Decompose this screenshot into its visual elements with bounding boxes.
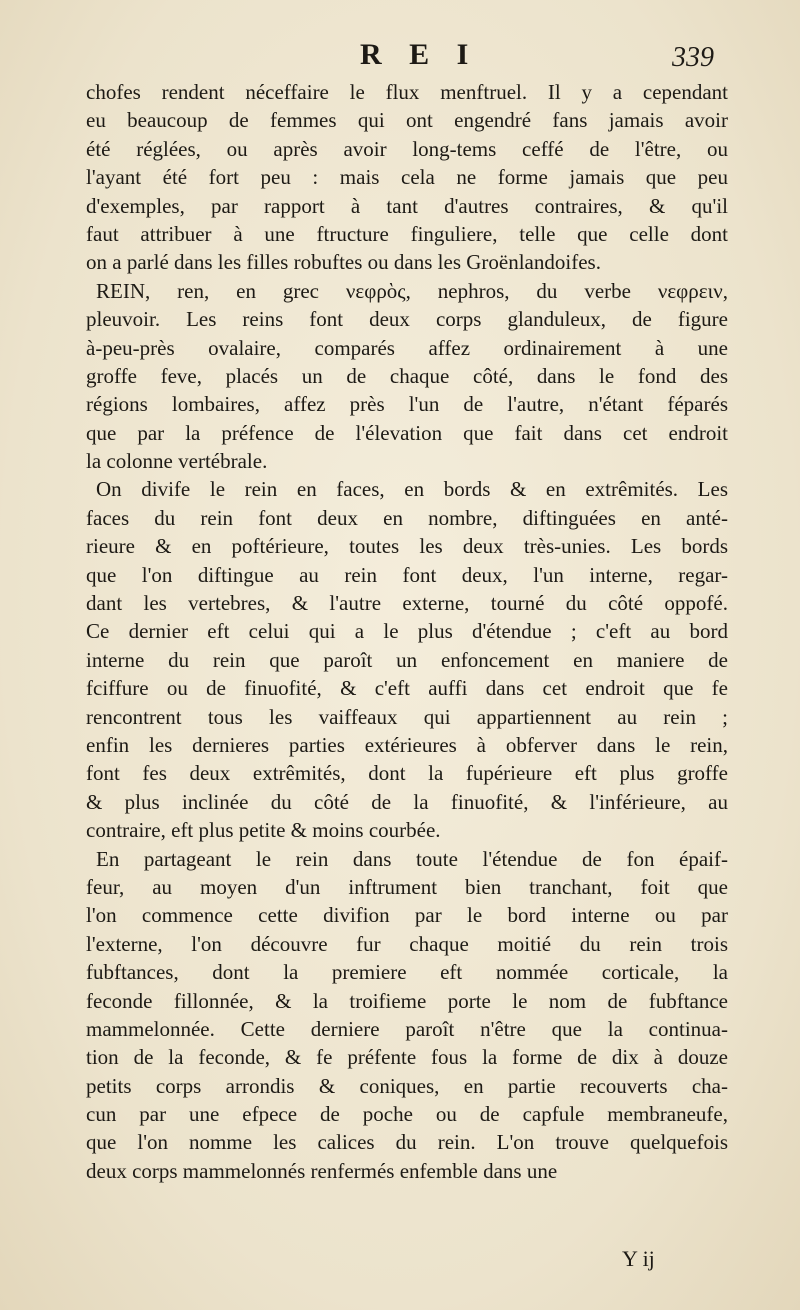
text-line: rencontrent tous les vaiffeaux qui appartiennent au rein ; <box>86 704 728 729</box>
text-line: fubftances, dont la premiere eft nommée corticale, la <box>86 960 728 985</box>
text-line: cun par une efpece de poche ou de capfule membraneufe, <box>86 1102 728 1127</box>
text-line: On divife le rein en faces, en bords & en extrêmités. Les <box>96 477 728 502</box>
text-line: font fes deux extrêmités, dont la fupérieure eft plus groffe <box>86 761 728 786</box>
body-text <box>86 78 728 1185</box>
text-line: eu beaucoup de femmes qui ont engendré fans jamais avoir <box>86 108 728 133</box>
text-line: petits corps arrondis & coniques, en partie recouverts cha- <box>86 1073 728 1098</box>
text-line: Ce dernier eft celui qui a le plus d'étendue ; c'eft au bord <box>86 619 728 644</box>
text-line: l'ayant été fort peu : mais cela ne forme jamais que peu <box>86 165 728 190</box>
text-line: tion de la feconde, & fe préfente fous la forme de dix à douze <box>86 1045 728 1070</box>
text-line: contraire, eft plus petite & moins courbée. <box>86 818 441 843</box>
text-line: d'exemples, par rapport à tant d'autres contraires, & qu'il <box>86 193 728 218</box>
text-line: & plus inclinée du côté de la finuofité, & l'inférieure, au <box>86 789 728 814</box>
text-line: que l'on diftingue au rein font deux, l'un interne, regar- <box>86 562 728 587</box>
text-line: à-peu-près ovalaire, comparés affez ordinairement à une <box>86 335 728 360</box>
text-line: enfin les dernieres parties extérieures à obferver dans le rein, <box>86 732 728 757</box>
text-line: été réglées, ou après avoir long-tems ceffé de l'être, ou <box>86 136 728 161</box>
text-line: que l'on nomme les calices du rein. L'on trouve quelquefois <box>86 1130 728 1155</box>
text-line: REIN, ren, en grec νεφρὸς, nephros, du verbe νεφρειν, <box>96 278 728 303</box>
text-line: groffe feve, placés un de chaque côté, dans le fond des <box>86 363 728 388</box>
text-line: rieure & en poftérieure, toutes les deux très-unies. Les bords <box>86 534 728 559</box>
text-line: deux corps mammelonnés renfermés enfemble dans une <box>86 1158 558 1183</box>
text-line: on a parlé dans les filles robuftes ou dans les Groënlandoifes. <box>86 250 601 275</box>
text-line: feur, au moyen d'un inftrument bien tranchant, foit que <box>86 874 728 899</box>
text-line: faut attribuer à une ftructure finguliere, telle que celle dont <box>86 221 728 246</box>
text-line: régions lombaires, affez près l'un de l'autre, n'étant féparés <box>86 392 728 417</box>
running-head: R E I <box>360 38 479 71</box>
signature-mark: Y ij <box>622 1246 655 1271</box>
text-line: la colonne vertébrale. <box>86 449 268 474</box>
text-line: chofes rendent néceffaire le flux menftruel. Il y a cependant <box>86 80 728 104</box>
text-line: fciffure ou de finuofité, & c'eft auffi dans cet endroit que fe <box>86 676 728 701</box>
text-line: feconde fillonnée, & la troifieme porte le nom de fubftance <box>86 988 728 1013</box>
text-line: faces du rein font deux en nombre, diftinguées en anté- <box>86 505 728 530</box>
text-line: l'on commence cette divifion par le bord interne ou par <box>86 903 728 928</box>
page-number: 339 <box>672 42 714 73</box>
text-line: pleuvoir. Les reins font deux corps glanduleux, de figure <box>86 307 728 332</box>
text-line: l'externe, l'on découvre fur chaque moitié du rein trois <box>86 931 728 956</box>
text-line: que par la préfence de l'élevation que fait dans cet endroit <box>86 420 728 445</box>
page-header <box>0 38 800 78</box>
text-line: dant les vertebres, & l'autre externe, tourné du côté oppofé. <box>86 591 728 616</box>
text-line: En partageant le rein dans toute l'étendue de fon épaif- <box>96 846 728 871</box>
text-line: interne du rein que paroît un enfoncement en maniere de <box>86 647 728 672</box>
text-line: mammelonnée. Cette derniere paroît n'être que la continua- <box>86 1016 728 1041</box>
